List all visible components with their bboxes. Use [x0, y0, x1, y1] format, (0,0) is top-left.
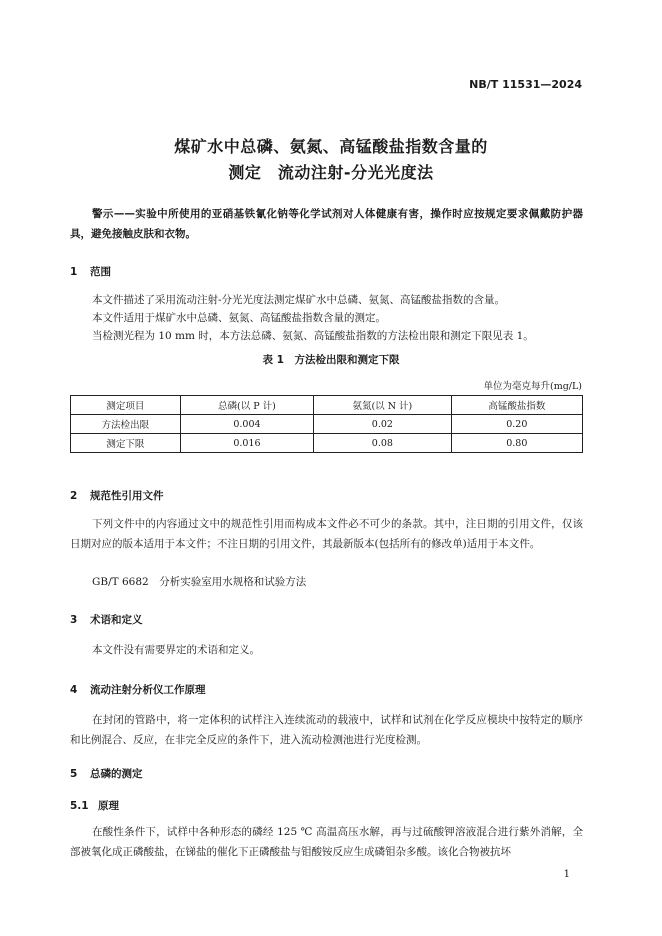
table-row [71, 415, 583, 434]
section-5-heading [70, 766, 143, 781]
section-1-paragraph-1: 本文件描述了采用流动注射-分光光度法测定煤矿水中总磷、氨氮、高锰酸盐指数的含量。 [92, 294, 506, 306]
section-4-heading [70, 682, 206, 697]
section-title: 流动注射分析仪工作原理 [90, 684, 206, 696]
section-3-heading [70, 612, 143, 627]
table-cell: 0.004 [180, 415, 313, 434]
table-cell: 方法检出限 [71, 415, 181, 434]
section-title: 总磷的测定 [90, 768, 143, 780]
table-cell: 0.02 [314, 415, 452, 434]
section-4-paragraph: 在封闭的管路中，将一定体积的试样注入连续流动的载液中，试样和试剂在化学反应模块中按特定的顺序和比例混合、反应，在非完全反应的条件下，进入流动检测池进行光度检测。 [70, 714, 583, 746]
section-3-paragraph: 本文件没有需要界定的术语和定义。 [92, 644, 260, 656]
section-2-heading [70, 488, 164, 503]
subsection-title: 原理 [98, 800, 119, 812]
normative-reference: GB/T 6682 分析实验室用水规格和试验方法 [92, 576, 307, 588]
table-header-cell: 高锰酸盐指数 [451, 396, 582, 415]
table-header-cell: 氨氮(以 N 计) [314, 396, 452, 415]
table-row [71, 434, 583, 453]
section-number: 3 [70, 614, 78, 626]
standard-code: NB/T 11531—2024 [469, 78, 582, 91]
table-header-row [71, 396, 583, 415]
section-number: 4 [70, 684, 78, 696]
document-title-line-1: 煤矿水中总磷、氨氮、高锰酸盐指数含量的 [174, 137, 488, 156]
section-title: 术语和定义 [90, 614, 143, 626]
subsection-5-1-paragraph: 在酸性条件下，试样中各种形态的磷经 125 ℃ 高温高压水解，再与过硫酸钾溶液混合进行紫外消解，全部被氧化成正磷酸盐，在锑盐的催化下正磷酸盐与钼酸铵反应生成磷钼杂多酸。该化合物被抗坏 [70, 826, 583, 858]
section-1-paragraph-2: 本文件适用于煤矿水中总磷、氨氮、高锰酸盐指数含量的测定。 [92, 312, 386, 324]
section-number: 5 [70, 768, 78, 780]
warning-notice: 警示——实验中所使用的亚硝基铁氰化钠等化学试剂对人体健康有害，操作时应按规定要求佩戴防护器具，避免接触皮肤和衣物。 [70, 208, 583, 240]
table-header-cell: 总磷(以 P 计) [180, 396, 313, 415]
table-unit: 单位为毫克每升(mg/L) [483, 381, 582, 392]
section-title: 范围 [90, 266, 111, 278]
table-cell: 0.20 [451, 415, 582, 434]
table-cell: 0.80 [451, 434, 582, 453]
detection-limits-table [70, 395, 583, 453]
table-cell: 测定下限 [71, 434, 181, 453]
table-cell: 0.016 [180, 434, 313, 453]
table-header-cell: 测定项目 [71, 396, 181, 415]
document-title-line-2: 测定 流动注射-分光光度法 [228, 163, 434, 182]
page-number: 1 [563, 869, 570, 880]
subsection-5-1-heading [70, 798, 119, 813]
section-number: 2 [70, 490, 78, 502]
section-1-heading [70, 264, 111, 279]
section-1-paragraph-3: 当检测光程为 10 mm 时，本方法总磷、氨氮、高锰酸盐指数的方法检出限和测定下限见表 1。 [92, 330, 534, 342]
table-caption: 表 1 方法检出限和测定下限 [262, 354, 400, 366]
section-number: 1 [70, 266, 78, 278]
table-cell: 0.08 [314, 434, 452, 453]
section-title: 规范性引用文件 [90, 490, 164, 502]
section-2-paragraph: 下列文件中的内容通过文中的规范性引用而构成本文件必不可少的条款。其中，注日期的引用文件，仅该日期对应的版本适用于本文件；不注日期的引用文件，其最新版本(包括所有的修改单)适用于本文件。 [70, 518, 583, 550]
subsection-number: 5.1 [70, 800, 89, 812]
